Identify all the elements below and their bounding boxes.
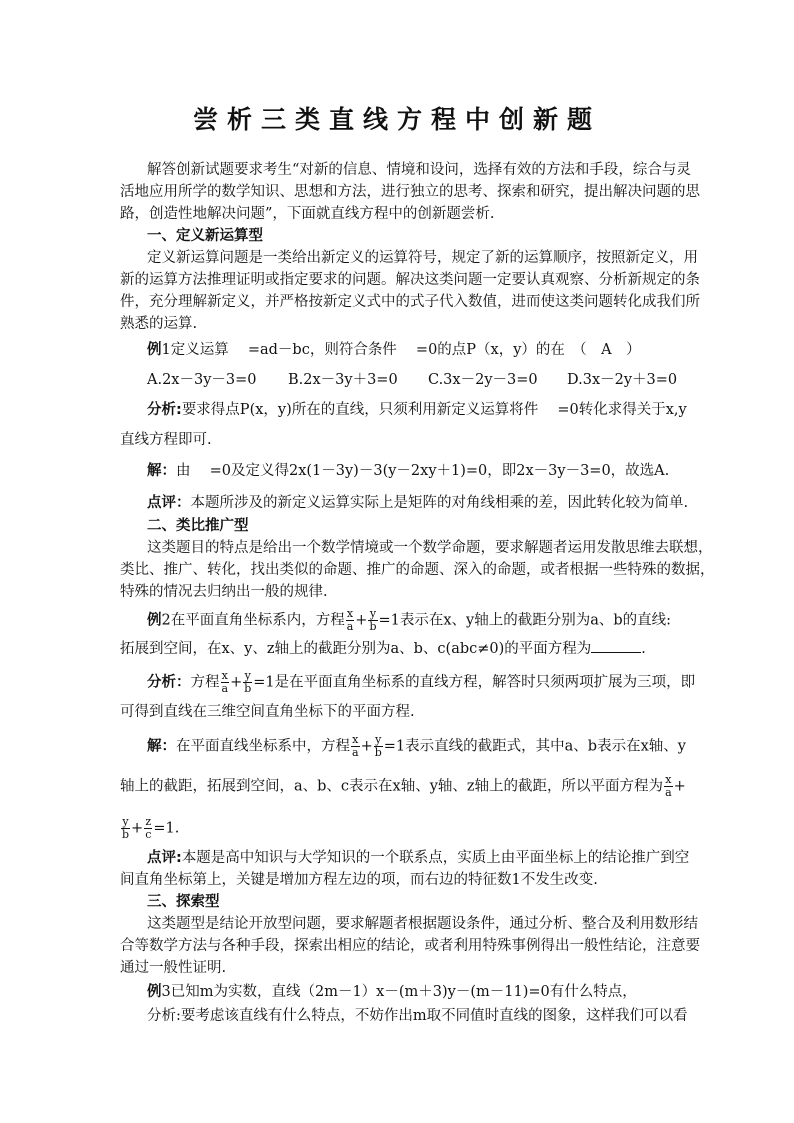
fraction-y-over-b: $\frac{y}{b}$ xyxy=(244,669,252,695)
intro-line-1: 解答创新试题要求考生“对新的信息、情境和设问，选择有效的方法和手段，综合与灵 xyxy=(147,162,691,178)
example-2: 例2在平面直角坐标系内，方程 $\frac{x}{a}$ + $\frac{y}{b}$ =1表示在x、y轴上的截距分别为a、b的直线: xyxy=(147,607,672,633)
section-heading-1: 一、定义新运算型 xyxy=(147,228,263,244)
sec1-para-line-3: 件，充分理解新定义，并严格按新定义式中的式子代入数值，进而使这类问题转化成我们所 xyxy=(120,294,700,310)
analysis-2: 分析：方程 $\frac{x}{a}$ + $\frac{y}{b}$ =1是在平面直角坐标系的直线方程，解答时只须两项扩展为三项，即 xyxy=(147,669,696,695)
analysis-3: 分析:要考虑该直线有什么特点，不妨作出m取不同值时直线的图象，这样我们可以看 xyxy=(147,1008,688,1024)
analysis-1-line-2: 直线方程即可. xyxy=(120,432,212,448)
sec1-para-line-1: 定义新运算问题是一类给出新定义的运算符号，规定了新的运算顺序，按照新定义，用 xyxy=(147,250,698,266)
example-label: 例 xyxy=(147,612,162,629)
fraction-y-over-b: $\frac{y}{b}$ xyxy=(369,607,377,633)
fraction-x-over-a: $\frac{x}{a}$ xyxy=(665,773,672,799)
solution-label: 解： xyxy=(147,463,176,479)
solution-2: 解：在平面直线坐标系中，方程 $\frac{x}{a}$ + $\frac{y}{b}$ =1表示直线的截距式，其中a、b表示在x轴、y xyxy=(147,733,686,759)
analysis-1-text: 要求得点P(x，y)所在的直线，只须利用新定义运算将件 =0转化求得关于x,y xyxy=(181,402,687,418)
fraction-z-over-c: $\frac{z}{c}$ xyxy=(145,815,152,841)
solution-1-text: 由 =0及定义得2x(1－3y)－3(y－2xy＋1)=0，即2x－3y－3=0，故选A. xyxy=(176,463,670,479)
example-label: 例 xyxy=(147,342,162,358)
fraction-x-over-a: $\frac{x}{a}$ xyxy=(221,669,229,695)
analysis-label: 分析： xyxy=(147,674,191,691)
fraction-y-over-b: $\frac{y}{b}$ xyxy=(374,733,382,759)
sec2-para-line-2: 类比、推广、转化，找出类似的命题、推广的命题、深入的命题，或者根据一些特殊的数据， xyxy=(120,562,715,578)
sec2-para-line-3: 特殊的情况去归纳出一般的规律. xyxy=(120,584,328,600)
fraction-x-over-a: $\frac{x}{a}$ xyxy=(352,733,359,759)
fraction-y-over-b: $\frac{y}{b}$ xyxy=(122,815,130,841)
solution-2-line-2: 轴上的截距，拓展到空间，a、b、c表示在x轴、y轴、z轴上的截距，所以平面方程为 $\frac{x}{a}$ + xyxy=(120,773,686,799)
comment-2-line-2: 间直角坐标第上，关键是增加方程左边的项，而右边的特征数1不发生改变. xyxy=(120,872,598,888)
section-heading-2: 二、类比推广型 xyxy=(147,518,249,534)
sec2-para-line-1: 这类题目的特点是给出一个数学情境或一个数学命题，要求解题者运用发散思维去联想， xyxy=(147,540,713,556)
example-3: 例3已知m为实数，直线（2m－1）x－(m＋3)y－(m－11)=0有什么特点， xyxy=(147,984,637,1000)
comment-label: 点评: xyxy=(147,850,182,866)
comment-label: 点评： xyxy=(147,495,191,511)
sec3-para-line-3: 通过一般性证明. xyxy=(120,960,227,976)
example-2-pre: 2在平面直角坐标系内，方程 xyxy=(161,612,345,629)
analysis-2-line-2: 可得到直线在三维空间直角坐标下的平面方程. xyxy=(120,704,415,720)
solution-2-line-3: $\frac{y}{b}$ + $\frac{z}{c}$ =1. xyxy=(122,815,180,841)
example-label: 例 xyxy=(147,984,162,1000)
analysis-label: 分析: xyxy=(147,1008,181,1024)
example-1 xyxy=(147,340,641,360)
analysis-label: 分析: xyxy=(147,402,182,418)
sec3-para-line-1: 这类题型是结论开放型问题，要求解题者根据题设条件，通过分析、整合及利用数形结 xyxy=(147,916,698,932)
document-title: 尝析三类直线方程中创新题 xyxy=(192,105,601,134)
section-heading-3: 三、探索型 xyxy=(147,894,220,910)
option-a: A.2x－3y－3=0 xyxy=(147,372,257,388)
intro-line-2: 活地应用所学的数学知识、思想和方法，进行独立的思考、探索和研究，提出解决问题的思 xyxy=(120,184,700,200)
example-1-text: 1定义运算 =ad－bc，则符合条件 =0的点P（x，y）的在 （ A ） xyxy=(161,342,641,358)
intro-line-3: 路，创造性地解决问题”，下面就直线方程中的创新题尝析. xyxy=(120,206,495,222)
option-d: D.3x－2y＋3=0 xyxy=(567,372,678,388)
analysis-1 xyxy=(147,400,687,420)
solution-1 xyxy=(147,461,669,481)
fraction-x-over-a: $\frac{x}{a}$ xyxy=(346,607,354,633)
sec1-para-line-2: 新的运算方法推理证明或指定要求的问题。解决这类问题一定要认真观察、分析新规定的条 xyxy=(120,272,700,288)
option-b: B.2x－3y＋3=0 xyxy=(288,372,398,388)
answer-blank xyxy=(591,638,641,653)
option-c: C.3x－2y－3=0 xyxy=(428,372,538,388)
comment-1 xyxy=(147,493,688,513)
example-2-post: =1表示在x、y轴上的截距分别为a、b的直线: xyxy=(378,612,672,629)
solution-label: 解： xyxy=(147,738,176,755)
comment-2: 点评:本题是高中知识与大学知识的一个联系点，实质上由平面坐标上的结论推广到空 xyxy=(147,850,690,866)
example-2-line-2: 拓展到空间，在x、y、z轴上的截距分别为a、b、c(abc≠0)的平面方程为 . xyxy=(120,638,646,659)
comment-1-text: 本题所涉及的新定义运算实际上是矩阵的对角线相乘的差，因此转化较为简单. xyxy=(190,495,689,511)
sec3-para-line-2: 合等数学方法与各种手段，探索出相应的结论，或者利用特殊事例得出一般性结论，注意要 xyxy=(120,938,700,954)
sec1-para-line-4: 熟悉的运算. xyxy=(120,316,198,332)
